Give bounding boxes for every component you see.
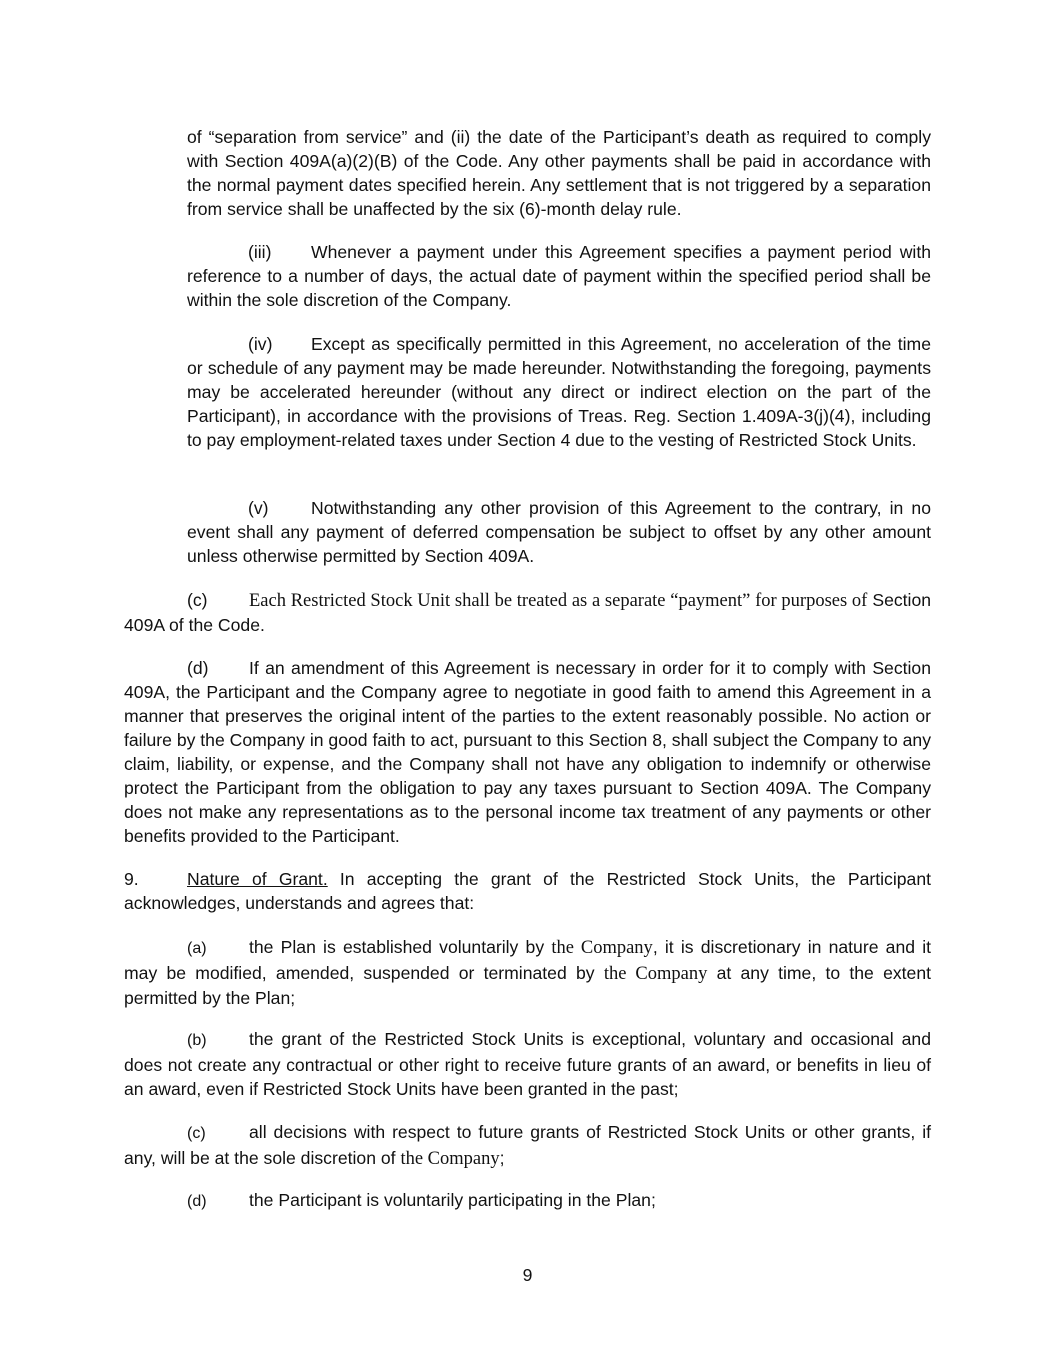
paragraph-text: of “separation from service” and (ii) the date of the Participant’s death as required to comply with Section 409A(a)(2)(B) of the Code. Any other payments shall be paid in accordance with the normal payment dates specified herein. Any settlement that is not triggered by a separation from service shall be unaffected by the six (6)-month delay rule. [187,127,931,219]
paragraph-text: ; [499,1148,505,1168]
company-term: the Company [551,938,653,958]
paragraph-text: In accepting the grant of the Restricted Stock Units, the Participant acknowledges, understands and agrees that: [124,869,931,913]
list-label: (d) [187,658,209,678]
paragraph-iii [187,240,931,312]
list-label: (a) [187,940,207,957]
paragraph-text: the Participant is voluntarily participating in the Plan; [249,1190,656,1210]
paragraph-text: , it is discretionary in nature and it may be modified, amended, suspended or terminated by [124,937,932,983]
paragraph-text: the Plan is established voluntarily by [249,937,552,957]
paragraph-iv [187,332,931,452]
list-label: (d) [187,1193,207,1210]
company-term: the Company [603,964,708,984]
paragraph-text: Section 409A of the Code. [124,590,932,635]
section-9-heading-paragraph [124,867,931,915]
section-heading: Nature of Grant. [187,869,328,889]
company-term: the Company [400,1149,500,1169]
paragraph-section9-b [124,1027,931,1101]
list-label: (b) [187,1032,207,1049]
list-label: (v) [248,498,269,518]
paragraph-text: at any time, to the extent permitted by the Plan; [124,963,932,1008]
paragraph-section8-c [124,588,931,637]
paragraph-v [187,496,931,568]
paragraph-text: If an amendment of this Agreement is necessary in order for it to comply with Section 409A, the Participant and the Company agree to negotiate in good faith to amend this Agreement in a manner that preserves the original intent of the parties to the extent reasonably possible. No action or failure by the Company in good faith to act, pursuant to this Section 8, shall subject the Company to any claim, liability, or expense, and the Company shall not have any obligation to indemnify or otherwise protect the Participant from the obligation to pay any taxes pursuant to Section 409A. The Company does not make any representations as to the personal income tax treatment of any payments or other benefits provided to the Participant. [124,658,931,846]
paragraph-section9-d [124,1188,931,1214]
paragraph-section9-c [124,1120,931,1171]
paragraph-section8-d [124,656,931,848]
paragraph-text: Whenever a payment under this Agreement specifies a payment period with reference to a number of days, the actual date of payment within the specified period shall be within the sole discretion of the Company. [187,242,931,310]
list-label: (iv) [248,334,273,354]
paragraph-text: the grant of the Restricted Stock Units is exceptional, voluntary and occasional and does not create any contractual or other right to receive future grants of an award, or benefits in lieu of an award, even if Restricted Stock Units have been granted in the past; [124,1029,931,1099]
paragraph-section9-a [124,935,931,1010]
paragraph-continuation [187,125,931,221]
paragraph-text: Notwithstanding any other provision of this Agreement to the contrary, in no event shall any payment of deferred compensation be subject to offset by any other amount unless otherwise permitted by Section 409A. [187,498,931,566]
section-number: 9. [124,869,139,889]
paragraph-text: all decisions with respect to future grants of Restricted Stock Units or other grants, if any, will be at the sole discretion of [124,1122,931,1168]
paragraph-text-serif: Each Restricted Stock Unit shall be treated as a separate “payment” for purposes of [249,591,868,611]
paragraph-text: Except as specifically permitted in this Agreement, no acceleration of the time or schedule of any payment may be made hereunder. Notwithstanding the foregoing, payments may be accelerated hereunder (without any direct or indirect election on the part of the Participant), in accordance with the provisions of Treas. Reg. Section 1.409A-3(j)(4), including to pay employment-related taxes under Section 4 due to the vesting of Restricted Stock Units. [187,334,931,450]
list-label: (c) [187,590,208,610]
list-label: (iii) [248,242,272,262]
list-label: (c) [187,1125,206,1142]
page-number: 9 [522,1265,533,1285]
